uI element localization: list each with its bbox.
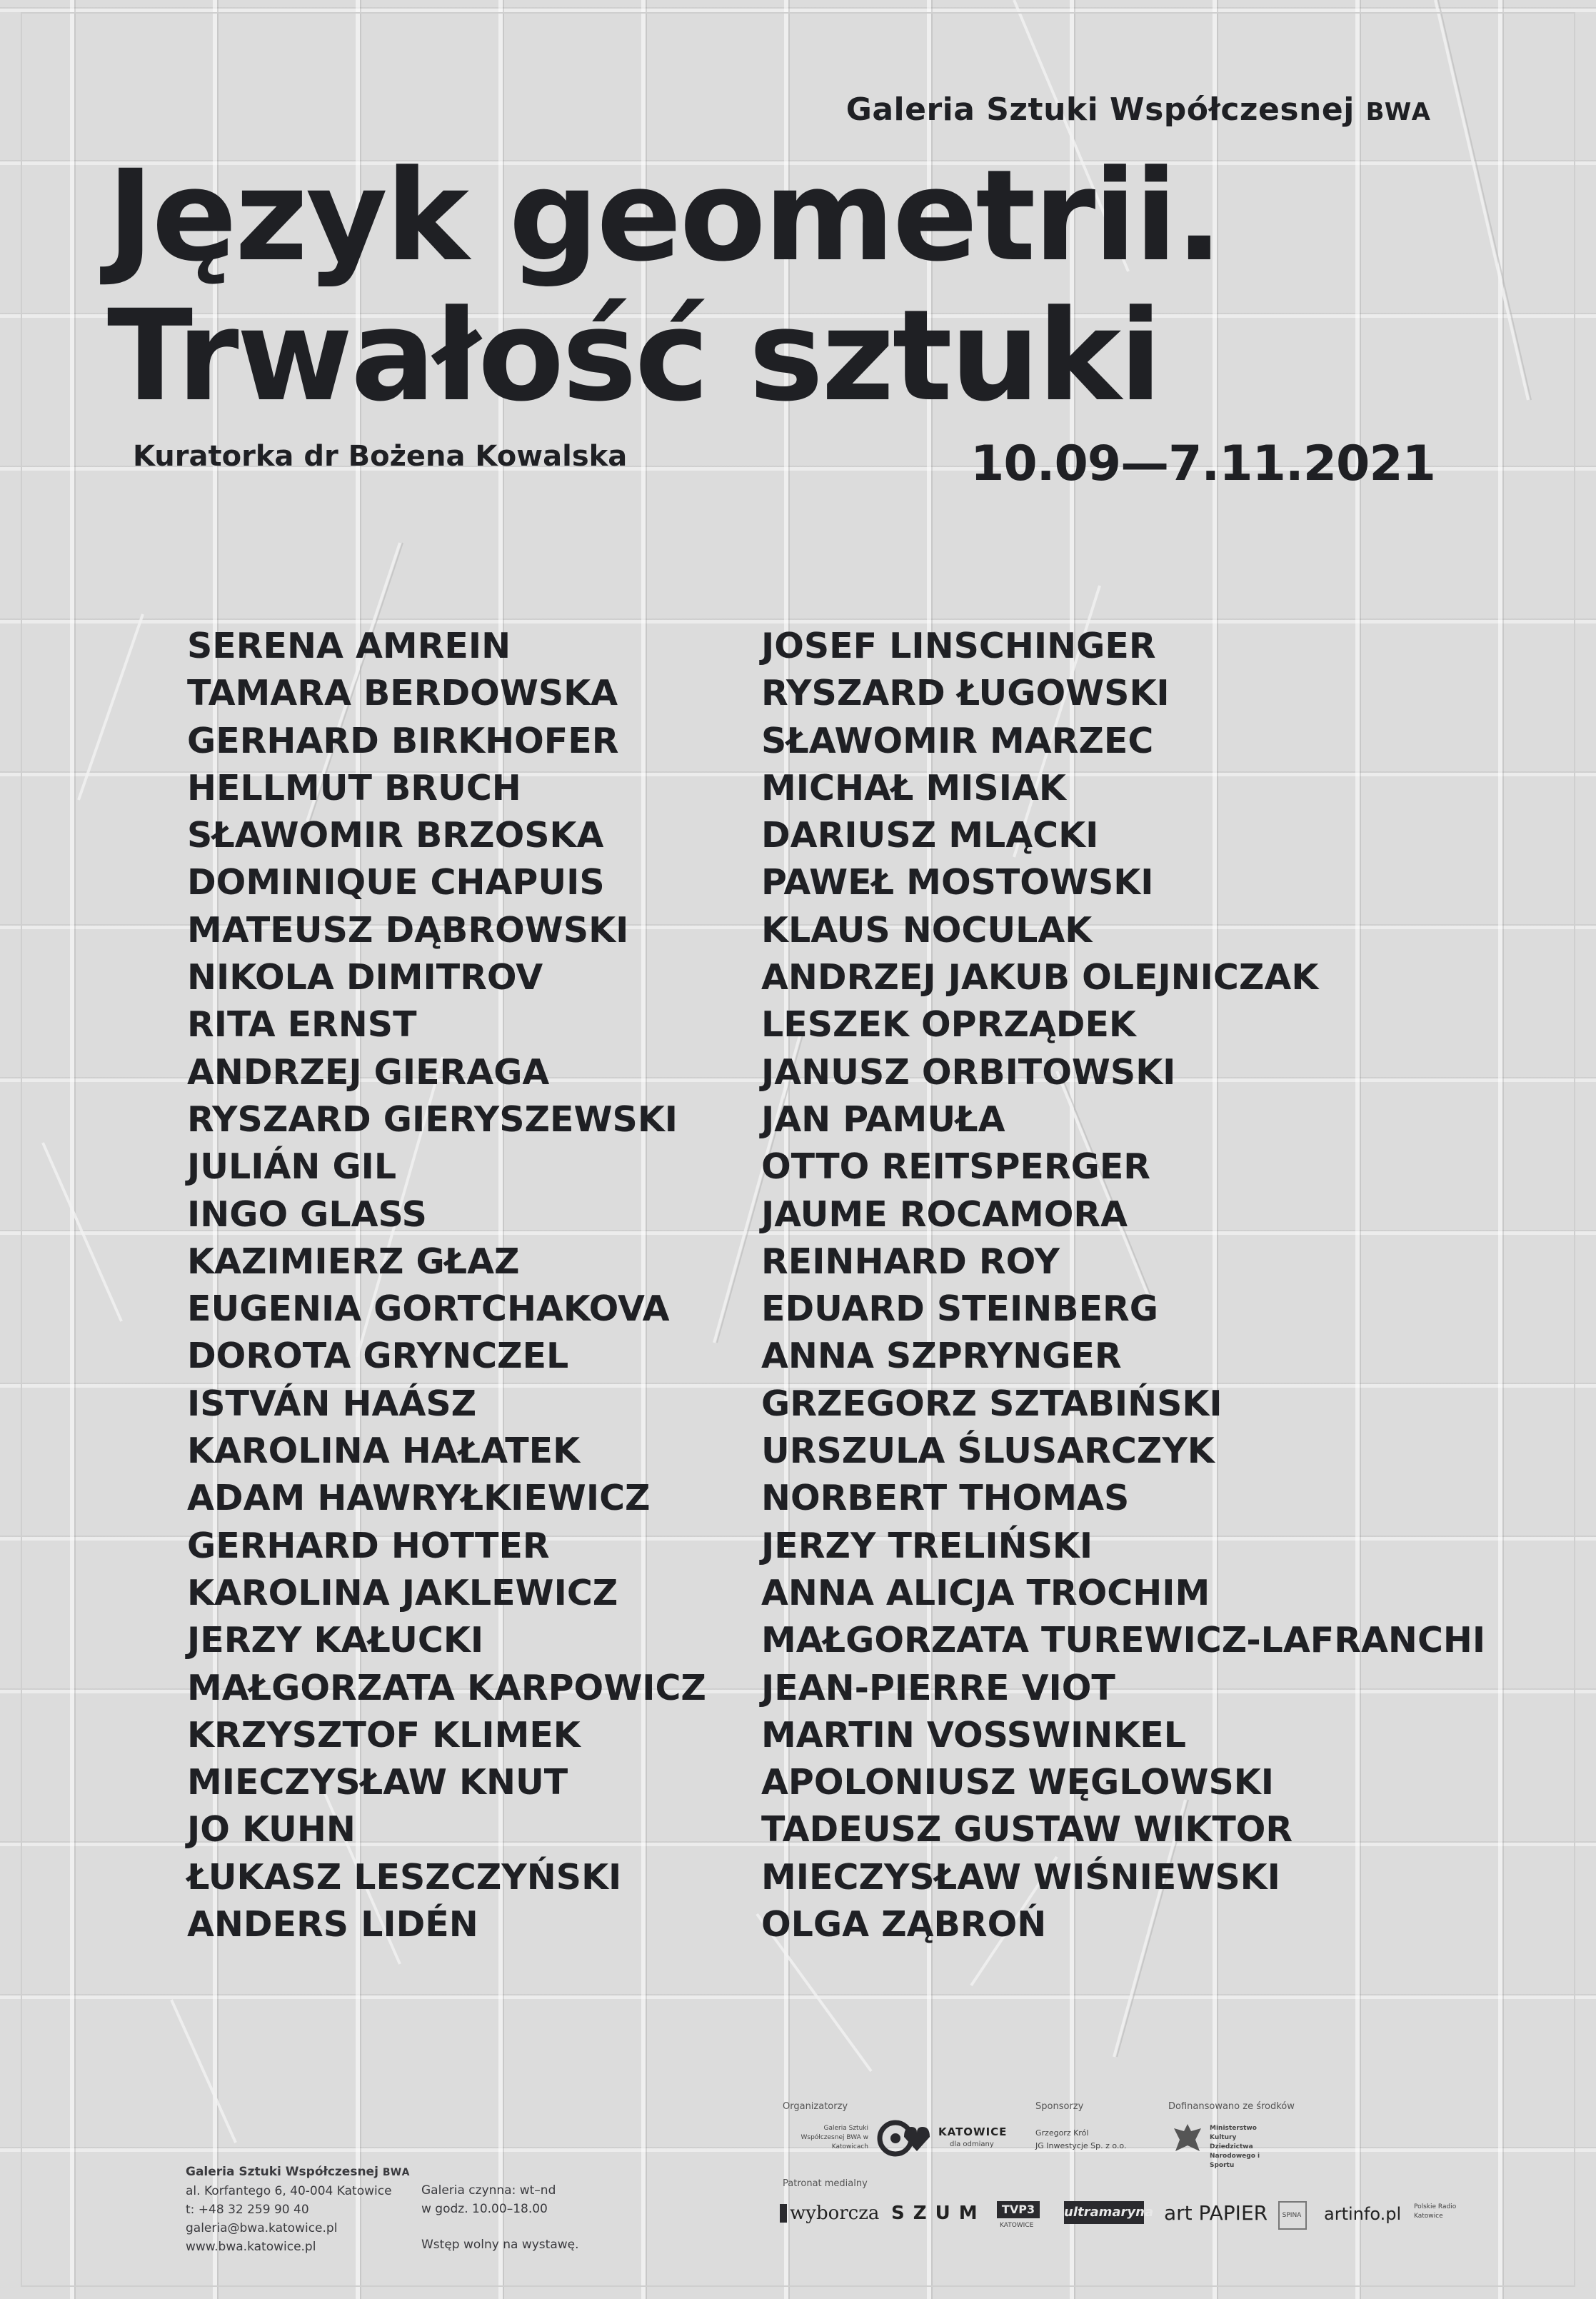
artist-name: RYSZARD ŁUGOWSKI [761, 673, 1170, 714]
gallery-name-suffix: BWA [1365, 98, 1432, 126]
artist-name: MIECZYSŁAW KNUT [187, 1762, 568, 1803]
curator: Kuratorka dr Bożena Kowalska [133, 440, 628, 473]
artist-name: ANDRZEJ JAKUB OLEJNICZAK [761, 957, 1319, 998]
artist-name: NORBERT THOMAS [761, 1478, 1130, 1519]
artists-list-left [187, 623, 706, 1948]
sponsor-1: Grzegorz Król [1035, 2128, 1089, 2138]
media-wyborcza: wyborcza [790, 2203, 880, 2224]
artist-name: RITA ERNST [187, 1004, 417, 1046]
footer-street: al. Korfantego 6, 40-004 Katowice [186, 2184, 392, 2198]
footer-website[interactable]: www.bwa.katowice.pl [186, 2240, 316, 2254]
ministry-text: Ministerstwo Kultury Dziedzictwa Narodowego i Sportu [1210, 2125, 1260, 2169]
artist-name: OTTO REITSPERGER [761, 1146, 1151, 1188]
artist-name: GRZEGORZ SZTABIŃSKI [761, 1383, 1223, 1424]
artist-name: KLAUS NOCULAK [761, 909, 1093, 951]
artist-name: ISTVÁN HAÁSZ [187, 1383, 477, 1424]
artist-name: GERHARD BIRKHOFER [187, 720, 619, 761]
artist-name: LESZEK OPRZĄDEK [761, 1004, 1136, 1046]
artist-name: ANDERS LIDÉN [187, 1904, 478, 1945]
media-szum: SZUM [891, 2203, 986, 2224]
artist-name: REINHARD ROY [761, 1241, 1060, 1282]
artist-name: ŁUKASZ LESZCZYŃSKI [187, 1856, 622, 1898]
artist-name: GERHARD HOTTER [187, 1525, 550, 1566]
footer-gallery-name [186, 2163, 410, 2182]
artist-name: ANNA SZPRYNGER [761, 1336, 1122, 1377]
artist-name: JO KUHN [187, 1809, 356, 1850]
gallery-name [846, 91, 1432, 128]
funding-label: Dofinansowano ze środków [1168, 2101, 1295, 2112]
artist-name: DOROTA GRYNCZEL [187, 1336, 569, 1377]
artist-name: URSZULA ŚLUSARCZYK [761, 1431, 1215, 1472]
organizers-label: Organizatorzy [783, 2101, 848, 2112]
footer-gallery-name-suffix: BWA [382, 2167, 411, 2178]
artist-name: DARIUSZ MLĄCKI [761, 815, 1099, 856]
free-entry-note: Wstęp wolny na wystawę. [421, 2238, 579, 2252]
artist-name: APOLONIUSZ WĘGLOWSKI [761, 1762, 1274, 1803]
artist-name: EDUARD STEINBERG [761, 1288, 1159, 1330]
artist-name: KAZIMIERZ GŁAZ [187, 1241, 520, 1282]
artist-name: INGO GLASS [187, 1193, 427, 1235]
gallery-name-text: Galeria Sztuki Współczesnej [845, 91, 1355, 128]
artist-name: DOMINIQUE CHAPUIS [187, 862, 605, 903]
artist-name: ANNA ALICJA TROCHIM [761, 1572, 1210, 1613]
artist-name: ANDRZEJ GIERAGA [187, 1051, 550, 1093]
artist-name: JULIÁN GIL [187, 1146, 397, 1188]
artist-name: KAROLINA JAKLEWICZ [187, 1572, 618, 1613]
footer-phone: t: +48 32 259 90 40 [186, 2203, 309, 2217]
katowice-logo-sub: dla odmiany [950, 2140, 994, 2148]
artist-name: SŁAWOMIR MARZEC [761, 720, 1154, 761]
exhibition-title [107, 143, 1221, 429]
footer-opening-hours [421, 2181, 579, 2254]
sponsor-logos [778, 2093, 1492, 2250]
footer-address [186, 2163, 410, 2256]
katowice-logo-text: KATOWICE [938, 2125, 1008, 2138]
artist-name: PAWEŁ MOSTOWSKI [761, 862, 1154, 903]
footer-gallery-name-text: Galeria Sztuki Współczesnej [186, 2165, 378, 2179]
media-tvp3-sub: KATOWICE [1000, 2222, 1034, 2229]
media-polskie-radio: Polskie Radio Katowice [1414, 2203, 1457, 2220]
artist-name: JEAN-PIERRE VIOT [761, 1667, 1115, 1708]
artist-name: SŁAWOMIR BRZOSKA [187, 815, 604, 856]
artists-list-right [761, 623, 1485, 1948]
artist-name: JERZY TRELIŃSKI [761, 1525, 1093, 1566]
title-line-1: Język geometrii. [107, 143, 1221, 289]
media-ultramaryna: ultramaryna [1064, 2201, 1144, 2224]
media-artinfo: artinfo.pl [1324, 2204, 1402, 2224]
artist-name: MAŁGORZATA KARPOWICZ [187, 1667, 706, 1708]
artist-name: JAN PAMUŁA [761, 1098, 1005, 1140]
artist-name: HELLMUT BRUCH [187, 767, 521, 808]
artist-name: NIKOLA DIMITROV [187, 957, 543, 998]
artist-name: EUGENIA GORTCHAKOVA [187, 1288, 670, 1330]
title-line-2: Trwałość sztuki [107, 283, 1160, 429]
artist-name: KRZYSZTOF KLIMEK [187, 1714, 581, 1755]
organizer-bwa-text: Galeria Sztuki Współczesnej BWA w Katowicach [800, 2125, 868, 2150]
media-spina: SPINA [1282, 2212, 1302, 2219]
artist-name: TADEUSZ GUSTAW WIKTOR [761, 1809, 1293, 1850]
artist-name: JANUSZ ORBITOWSKI [761, 1051, 1176, 1093]
media-label: Patronat medialny [783, 2178, 868, 2189]
media-artpapier: art PAPIER [1164, 2201, 1268, 2225]
hours-days: Galeria czynna: wt–nd [421, 2183, 556, 2198]
footer-email[interactable]: galeria@bwa.katowice.pl [186, 2221, 338, 2235]
artist-name: MICHAŁ MISIAK [761, 767, 1066, 808]
artist-name: MATEUSZ DĄBROWSKI [187, 909, 629, 951]
artist-name: TAMARA BERDOWSKA [187, 673, 618, 714]
polish-eagle-icon [1170, 2120, 1205, 2160]
artist-name: MARTIN VOSSWINKEL [761, 1714, 1186, 1755]
artist-name: OLGA ZĄBROŃ [761, 1904, 1047, 1945]
media-tvp3: TVP3 [997, 2201, 1040, 2218]
sponsor-2: JG Inwestycje Sp. z o.o. [1035, 2141, 1127, 2150]
artist-name: MAŁGORZATA TUREWICZ-LAFRANCHI [761, 1620, 1486, 1661]
artist-name: SERENA AMREIN [187, 626, 511, 666]
exhibition-dates: 10.09—7.11.2021 [970, 436, 1435, 492]
katowice-heart-icon [901, 2123, 933, 2154]
sponsors-label: Sponsorzy [1035, 2101, 1084, 2112]
artist-name: MIECZYSŁAW WIŚNIEWSKI [761, 1856, 1280, 1898]
artist-name: JOSEF LINSCHINGER [761, 626, 1156, 666]
hours-times: w godz. 10.00–18.00 [421, 2202, 548, 2216]
artist-name: JERZY KAŁUCKI [187, 1620, 484, 1661]
artist-name: JAUME ROCAMORA [761, 1193, 1128, 1235]
artist-name: ADAM HAWRYŁKIEWICZ [187, 1478, 651, 1519]
artist-name: RYSZARD GIERYSZEWSKI [187, 1098, 678, 1140]
artist-name: KAROLINA HAŁATEK [187, 1431, 581, 1472]
wyborcza-logo-icon [780, 2204, 787, 2223]
